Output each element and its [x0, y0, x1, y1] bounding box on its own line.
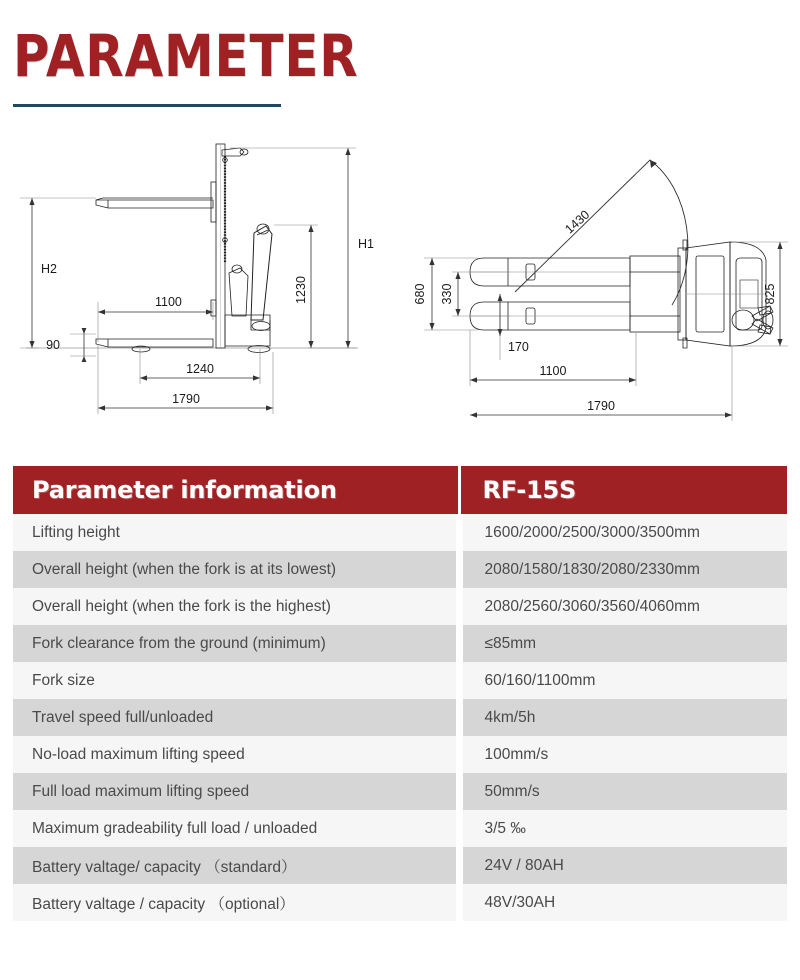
row-value: 4km/5h	[459, 699, 787, 736]
table-body	[13, 514, 787, 921]
dim-label-1790-side: 1790	[172, 392, 200, 406]
parameter-table	[13, 466, 787, 921]
dim-label-90: 90	[46, 338, 60, 352]
dim-label-825: 825	[763, 283, 777, 305]
dim-label-170: 170	[508, 340, 529, 354]
row-value: ≤85mm	[459, 625, 787, 662]
table-row	[13, 625, 787, 662]
row-value: 24V / 80AH	[459, 847, 787, 884]
dim-label-1430: 1430	[562, 207, 593, 237]
row-value: 3/5 ‰	[459, 810, 787, 847]
table-row	[13, 810, 787, 847]
page-title-block	[13, 22, 773, 90]
table-row	[13, 847, 787, 884]
row-label: Full load maximum lifting speed	[13, 773, 459, 810]
column-header-model: RF-15S	[459, 466, 787, 514]
row-label: Maximum gradeability full load / unloaded	[13, 810, 459, 847]
row-label: Fork clearance from the ground (minimum)	[13, 625, 459, 662]
row-value: 100mm/s	[459, 736, 787, 773]
side-view-drawing	[8, 130, 398, 435]
table-row	[13, 551, 787, 588]
dim-label-1240: 1240	[186, 362, 214, 376]
row-label: Overall height (when the fork is the highest)	[13, 588, 459, 625]
dim-label-330: 330	[440, 283, 454, 305]
dim-label-1230: 1230	[294, 276, 308, 304]
dim-label-h1: H1	[358, 237, 374, 251]
row-label: Travel speed full/unloaded	[13, 699, 459, 736]
row-value: 50mm/s	[459, 773, 787, 810]
table-row	[13, 514, 787, 551]
dim-label-1100-top: 1100	[539, 364, 567, 378]
row-value: 48V/30AH	[459, 884, 787, 921]
table-row	[13, 699, 787, 736]
row-value: 60/160/1100mm	[459, 662, 787, 699]
row-value: 2080/1580/1830/2080/2330mm	[459, 551, 787, 588]
page-title: PARAMETER	[13, 22, 359, 90]
dim-label-h2: H2	[41, 262, 57, 276]
bottom-clip-mask	[0, 940, 800, 980]
top-view-drawing	[400, 130, 800, 435]
table-header-row	[13, 466, 787, 514]
table-header	[13, 466, 787, 514]
table-row	[13, 588, 787, 625]
table-row	[13, 736, 787, 773]
title-underline-rule	[13, 104, 281, 107]
row-label: Battery valtage / capacity （optional）	[13, 884, 459, 921]
row-label: Overall height (when the fork is at its lowest)	[13, 551, 459, 588]
dim-label-680: 680	[413, 283, 427, 305]
row-value: 2080/2560/3060/3560/4060mm	[459, 588, 787, 625]
dim-label-1100-side: 1100	[155, 295, 182, 309]
row-value: 1600/2000/2500/3000/3500mm	[459, 514, 787, 551]
column-header-parameter-information: Parameter information	[13, 466, 459, 514]
row-label: Lifting height	[13, 514, 459, 551]
row-label: Fork size	[13, 662, 459, 699]
table-row	[13, 773, 787, 810]
row-label: Battery valtage/ capacity （standard）	[13, 847, 459, 884]
table-row	[13, 884, 787, 921]
technical-drawings	[0, 130, 800, 435]
dim-label-1790-top: 1790	[587, 399, 615, 413]
row-label: No-load maximum lifting speed	[13, 736, 459, 773]
table-row	[13, 662, 787, 699]
